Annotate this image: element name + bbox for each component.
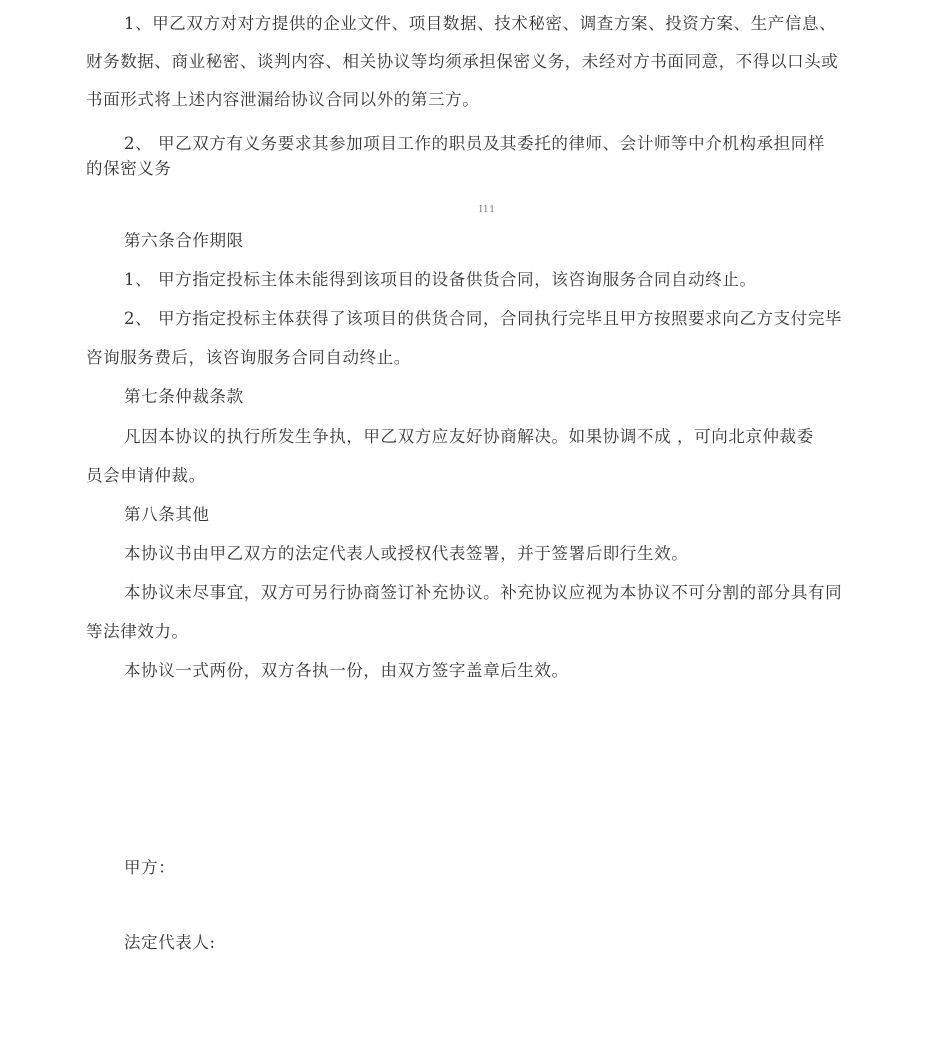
legal-representative-label: 法定代表人: (124, 933, 216, 952)
confidentiality-item-1-line-3: 书面形式将上述内容泄漏给协议合同以外的第三方。 (86, 90, 480, 109)
article-6-item-1: 1、 甲方指定投标主体未能得到该项目的设备供货合同，该咨询服务合同自动终止。 (124, 270, 757, 289)
article-8-paragraph-1: 本协议书由甲乙双方的法定代表人或授权代表签署，并于签署后即行生效。 (124, 544, 689, 563)
confidentiality-item-1-line-1: 1、甲乙双方对对方提供的企业文件、项目数据、技术秘密、调查方案、投资方案、生产信息、 (124, 14, 837, 33)
party-a-signature-label: 甲方： (124, 858, 176, 877)
confidentiality-item-1-line-2: 财务数据、商业秘密、谈判内容、相关协议等均须承担保密义务，未经对方书面同意，不得以口头或 (86, 52, 839, 71)
article-8-paragraph-2-line-2: 等法律效力。 (86, 622, 189, 641)
article-7-line-1: 凡因本协议的执行所发生争执，甲乙双方应友好协商解决。如果协调不成 ，可向北京仲裁委 (124, 427, 814, 446)
article-8-heading: 第八条其他 (124, 505, 210, 524)
article-6-item-2-line-2: 咨询服务费后，该咨询服务合同自动终止。 (86, 348, 411, 367)
confidentiality-item-2-line-2: 的保密义务 (86, 159, 172, 178)
article-8-paragraph-2-line-1: 本协议未尽事宜，双方可另行协商签订补充协议。补充协议应视为本协议不可分割的部分具有同 (124, 583, 843, 602)
article-6-heading: 第六条合作期限 (124, 231, 244, 250)
page-marker: I11 (479, 205, 496, 215)
article-7-line-2: 员会申请仲裁。 (86, 466, 206, 485)
confidentiality-item-2-line-1: 2、 甲乙双方有义务要求其参加项目工作的职员及其委托的律师、会计师等中介机构承担同样 (124, 134, 825, 153)
article-6-item-2-line-1: 2、 甲方指定投标主体获得了该项目的供货合同，合同执行完毕且甲方按照要求向乙方支付完毕 (124, 309, 843, 328)
article-8-paragraph-3: 本协议一式两份，双方各执一份，由双方签字盖章后生效。 (124, 661, 569, 680)
article-7-heading: 第七条仲裁条款 (124, 387, 244, 406)
